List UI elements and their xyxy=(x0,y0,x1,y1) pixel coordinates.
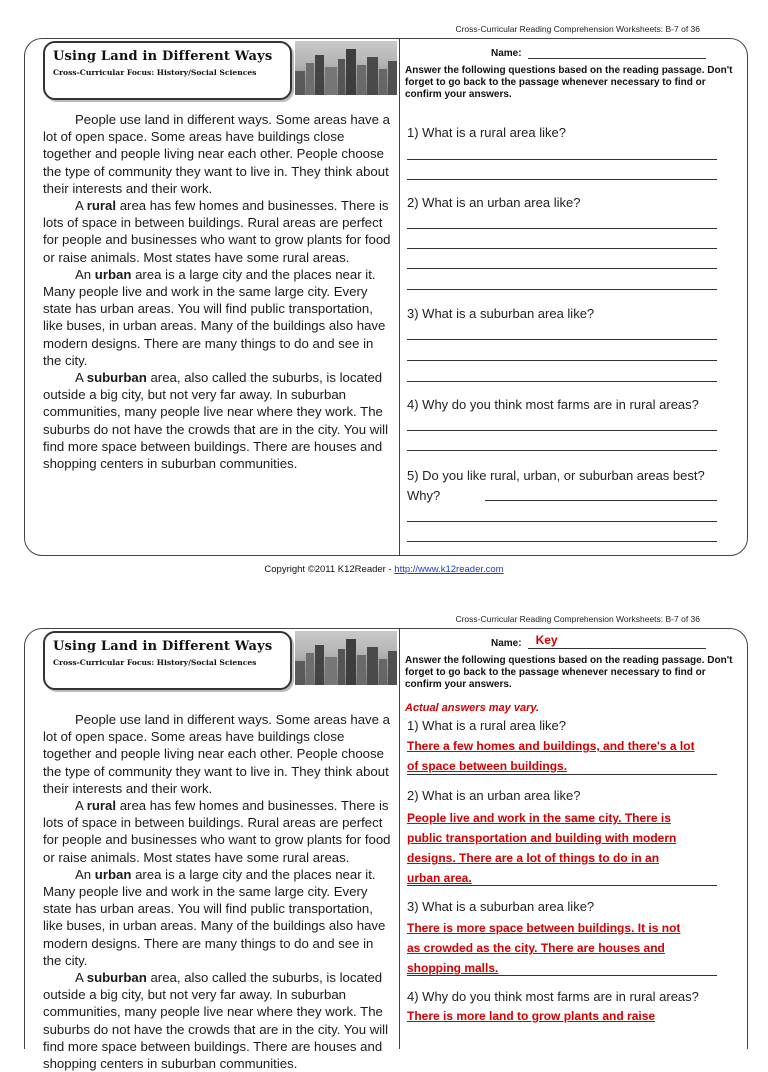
answer-text: designs. There are a lot of things to do in an xyxy=(407,851,660,865)
passage-paragraph: An urban area is a large city and the places near it. Many people live and work in the same large city. Every state has urban areas. You will find public transportation, like buses, in urban areas. Many of the buildings also have modern designs. There are many things to do and see in the city. xyxy=(43,866,386,968)
passage-paragraph: People use land in different ways. Some areas have a lot of open space. Some areas have buildings close together and people living near each other. People choose the type of community they want to live in. They think about their interests and their work. xyxy=(43,712,390,796)
k12reader-link[interactable]: http://www.k12reader.com xyxy=(394,564,504,575)
city-skyline-image xyxy=(295,41,397,95)
question-2: 2) What is an urban area like? xyxy=(407,195,581,210)
question-1: 1) What is a rural area like? xyxy=(407,125,566,140)
copyright: Copyright ©2011 K12Reader - http://www.k12reader.com xyxy=(264,564,504,575)
answers-note: Actual answers may vary. xyxy=(405,702,540,714)
city-skyline-image xyxy=(295,631,397,685)
instructions: Answer the following questions based on the reading passage. Don't forget to go back to the passage whenever necessary to find or confirm your answers. xyxy=(405,65,733,100)
answer-text: There is more land to grow plants and raise xyxy=(407,1009,656,1023)
answer-line[interactable] xyxy=(485,500,717,501)
passage-paragraph: A rural area has few homes and businesses. There is lots of space in between buildings. Rural areas are perfect for people and businesses who want to grow plants for food or raise animals. Most states have some rural areas. xyxy=(43,798,391,865)
reading-passage xyxy=(43,111,395,472)
answer-line[interactable] xyxy=(407,360,717,361)
column-divider xyxy=(399,629,400,1049)
answer-line[interactable] xyxy=(407,248,717,249)
answer-line[interactable] xyxy=(407,885,717,886)
answer-line[interactable] xyxy=(407,268,717,269)
answer-line[interactable] xyxy=(407,774,717,775)
column-divider xyxy=(399,39,400,555)
question-5: 5) Do you like rural, urban, or suburban areas best? Why? xyxy=(407,468,705,503)
worksheet-subtitle: Cross-Curricular Focus: History/Social Sciences xyxy=(53,658,257,667)
answer-text: shopping malls. xyxy=(407,961,499,975)
answer-line[interactable] xyxy=(407,430,717,431)
answer-text: urban area. xyxy=(407,871,472,885)
name-field: Name: Key xyxy=(491,636,706,649)
questions-column xyxy=(405,629,740,1049)
passage-paragraph: A suburban area, also called the suburbs, is located outside a big city, but not very far away. In suburban communities, many people live near where they work. The suburbs do not have the crowds that are in the city. You will find more space between buildings. There are houses and shopping centers in suburban communities. xyxy=(43,370,389,472)
name-field: Name: xyxy=(491,46,706,59)
passage-paragraph: A rural area has few homes and businesses. There is lots of space in between buildings. Rural areas are perfect for people and businesses who want to grow plants for food or raise animals. Most states have some rural areas. xyxy=(43,198,391,265)
questions-column xyxy=(405,39,740,555)
answer-line[interactable] xyxy=(407,450,717,451)
answer-text: of space between buildings. xyxy=(407,759,568,773)
header-note: Cross-Curricular Reading Comprehension Worksheets: B-7 of 36 xyxy=(455,24,700,34)
worksheet-page-key xyxy=(0,600,768,1072)
worksheet-title: Using Land in Different Ways xyxy=(53,49,273,64)
key-label: Key xyxy=(535,633,558,647)
instructions: Answer the following questions based on the reading passage. Don't forget to go back to the passage whenever necessary to find or confirm your answers. xyxy=(405,655,733,690)
passage-paragraph: People use land in different ways. Some areas have a lot of open space. Some areas have buildings close together and people living near each other. People choose the type of community they want to live in. They think about their interests and their work. xyxy=(43,112,390,196)
passage-paragraph: A suburban area, also called the suburbs, is located outside a big city, but not very far away. In suburban communities, many people live near where they work. The suburbs do not have the crowds that are in the city. You will find more space between buildings. There are houses and shopping centers in suburban communities. xyxy=(43,970,389,1072)
name-line[interactable] xyxy=(528,633,706,649)
worksheet-card xyxy=(24,38,748,556)
question-1: 1) What is a rural area like? xyxy=(407,718,566,733)
worksheet-card xyxy=(24,628,748,1072)
question-4: 4) Why do you think most farms are in rural areas? xyxy=(407,397,699,412)
question-3: 3) What is a suburban area like? xyxy=(407,306,595,321)
answer-line[interactable] xyxy=(407,521,717,522)
answer-line[interactable] xyxy=(407,339,717,340)
worksheet-subtitle: Cross-Curricular Focus: History/Social Sciences xyxy=(53,68,257,77)
title-box xyxy=(43,41,292,100)
answer-line[interactable] xyxy=(407,289,717,290)
answer-text: There a few homes and buildings, and there's a lot xyxy=(407,739,695,753)
reading-passage xyxy=(43,711,395,1072)
worksheet-title: Using Land in Different Ways xyxy=(53,639,273,654)
header-note: Cross-Curricular Reading Comprehension Worksheets: B-7 of 36 xyxy=(455,614,700,624)
answer-line[interactable] xyxy=(407,159,717,160)
answer-text: as crowded as the city. There are houses and xyxy=(407,941,665,955)
question-4: 4) Why do you think most farms are in rural areas? xyxy=(407,989,699,1004)
answer-line[interactable] xyxy=(407,541,717,542)
passage-paragraph: An urban area is a large city and the places near it. Many people live and work in the same large city. Every state has urban areas. You will find public transportation, like buses, in urban areas. Many of the buildings also have modern designs. There are many things to do and see in the city. xyxy=(43,266,386,368)
title-box xyxy=(43,631,292,690)
answer-line[interactable] xyxy=(407,179,717,180)
answer-text: public transportation and building with modern xyxy=(407,831,677,845)
answer-line[interactable] xyxy=(407,381,717,382)
answer-text: There is more space between buildings. It is not xyxy=(407,921,681,935)
answer-text: People live and work in the same city. There is xyxy=(407,811,671,825)
question-3: 3) What is a suburban area like? xyxy=(407,899,595,914)
name-line[interactable] xyxy=(528,46,706,59)
question-2: 2) What is an urban area like? xyxy=(407,788,581,803)
answer-line[interactable] xyxy=(407,228,717,229)
answer-line[interactable] xyxy=(407,975,717,976)
